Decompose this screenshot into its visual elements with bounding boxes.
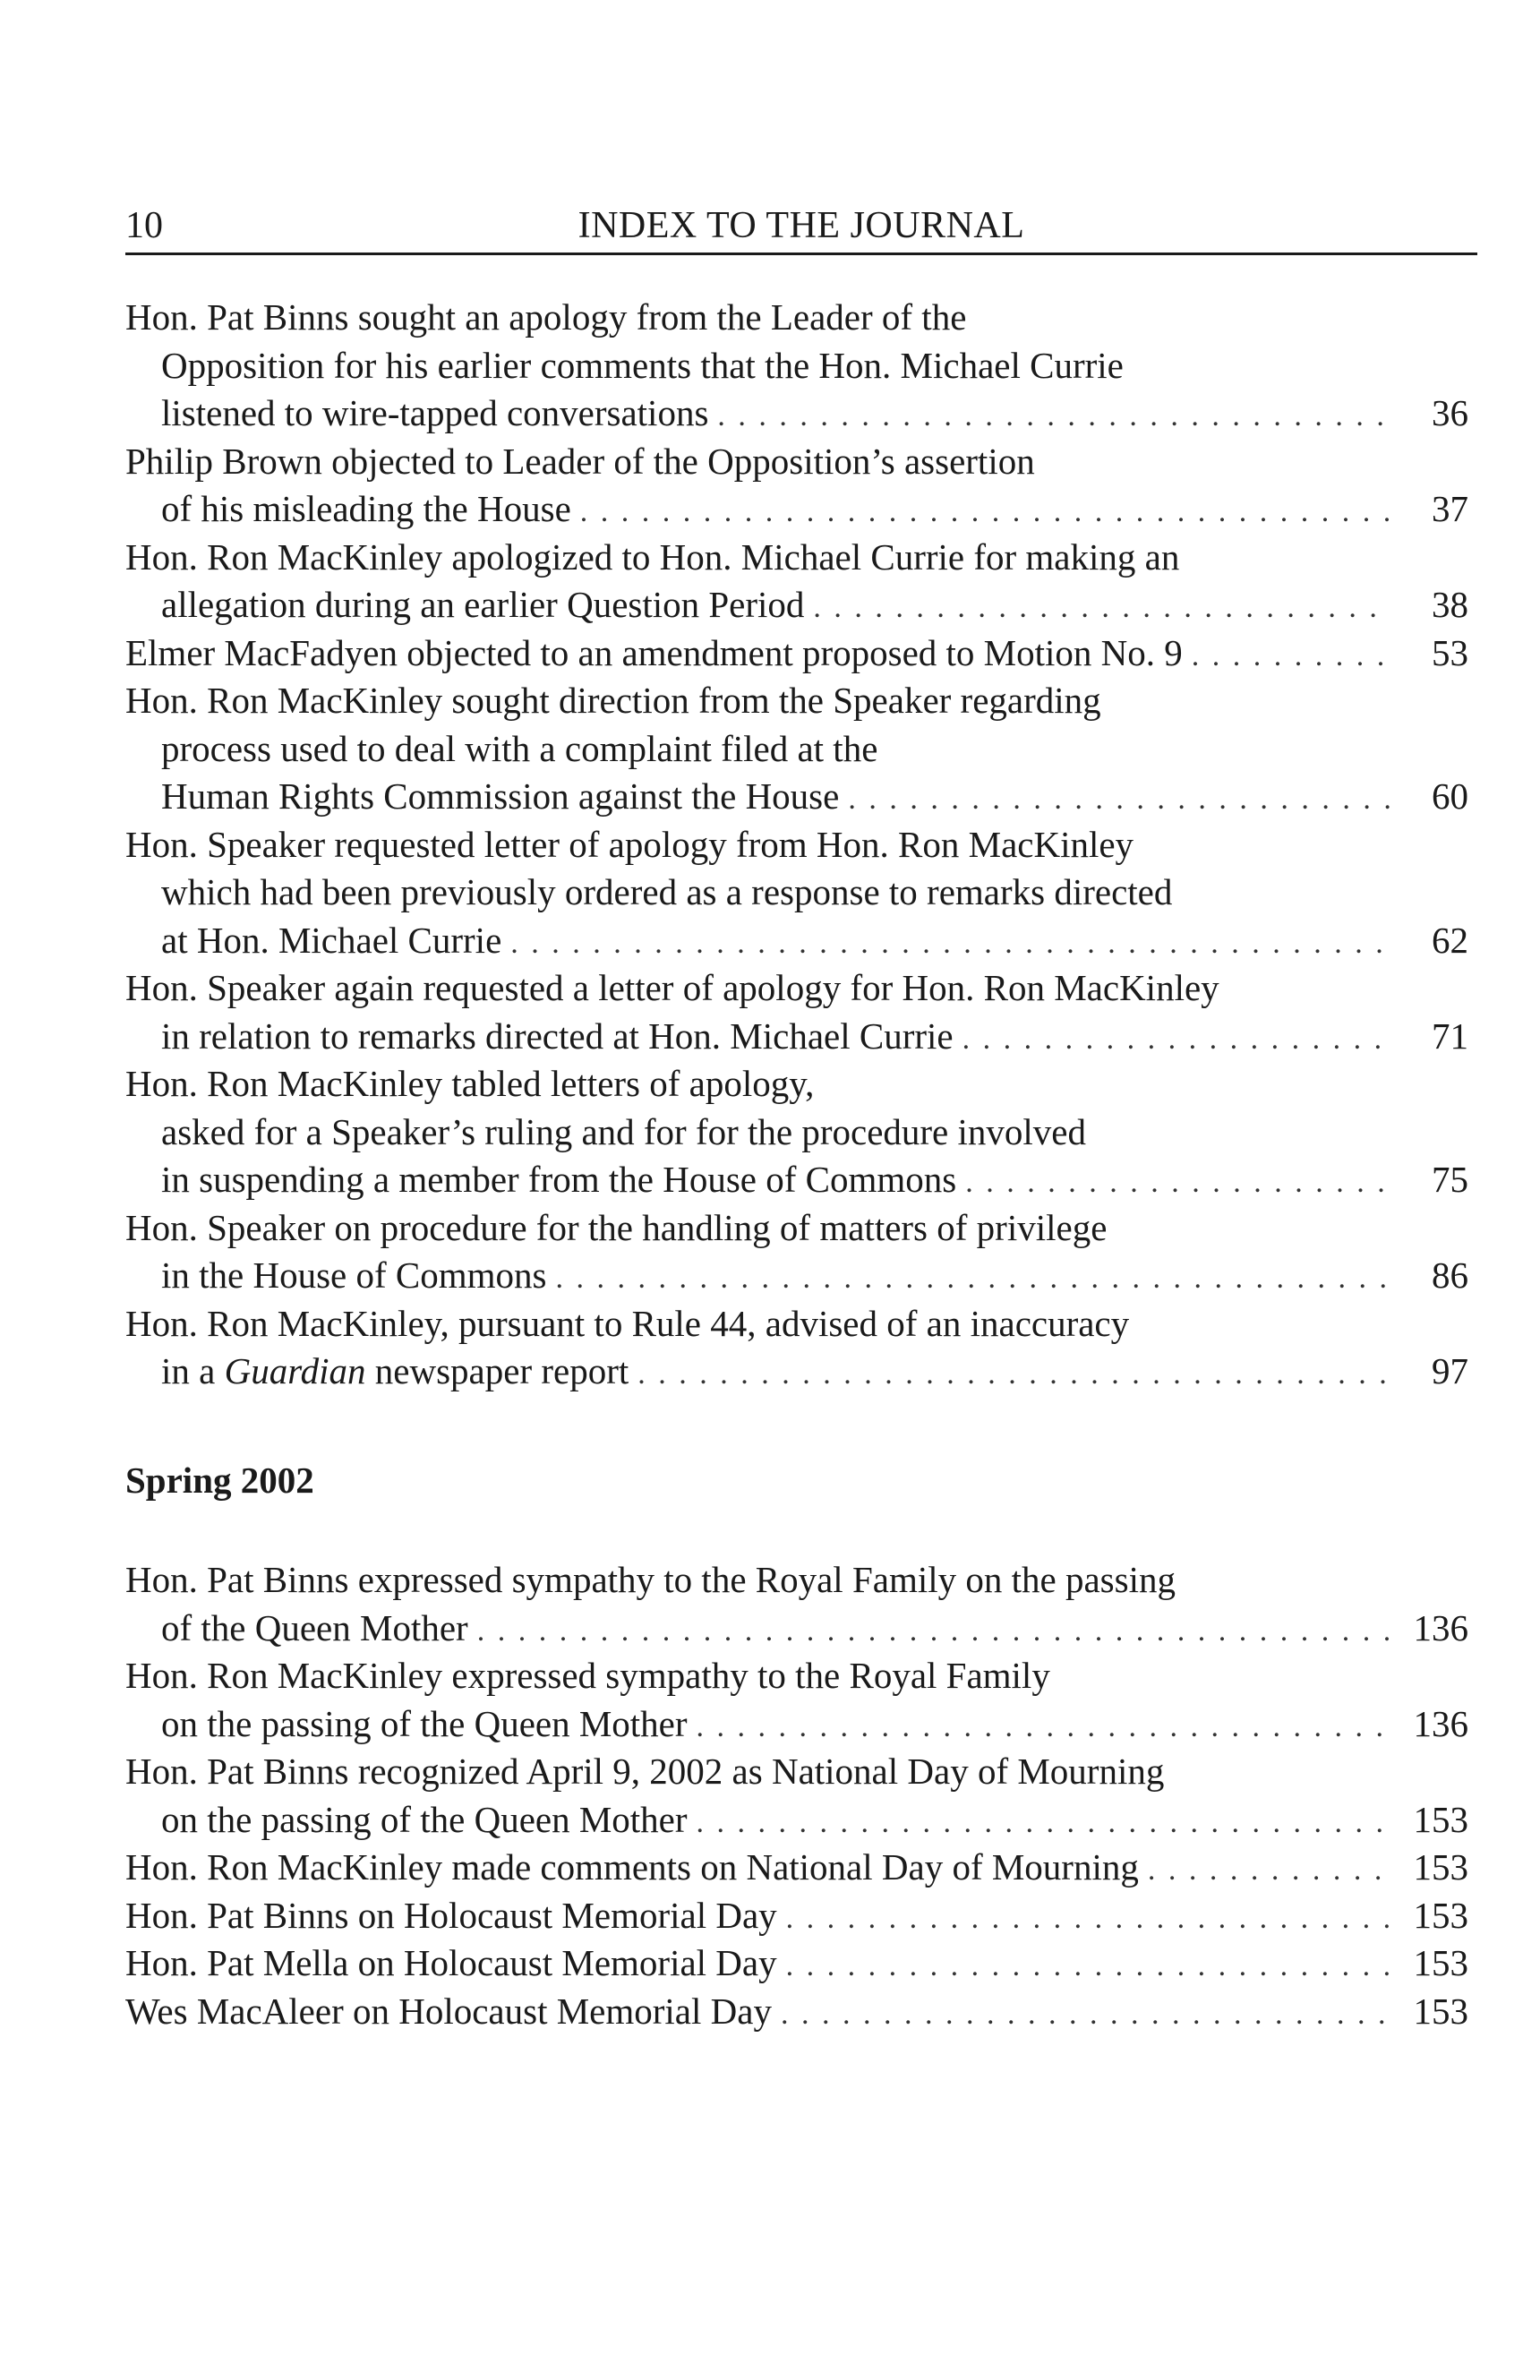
index-entry <box>125 1204 1468 1300</box>
page-reference[interactable]: 36 <box>1432 392 1468 433</box>
entry-text-line: Hon. Speaker requested letter of apology from Hon. Ron MacKinley <box>125 823 1134 865</box>
index-entry <box>125 1556 1468 1652</box>
entry-text-line: asked for a Speaker’s ruling and for for the procedure involved <box>161 1110 1086 1152</box>
entry-text-line: Hon. Pat Binns expressed sympathy to the Royal Family on the passing <box>125 1559 1176 1600</box>
entry-text-line: Hon. Speaker again requested a letter of apology for Hon. Ron MacKinley <box>125 967 1219 1008</box>
entry-text-line: Hon. Pat Binns recognized April 9, 2002 as National Day of Mourning <box>125 1751 1165 1792</box>
index-entry <box>125 1060 1468 1204</box>
entry-text-line: Hon. Ron MacKinley expressed sympathy to the Royal Family <box>125 1655 1050 1696</box>
dot-leader <box>781 1988 1390 2039</box>
entry-text-line: of the Queen Mother <box>161 1606 468 1648</box>
entry-text-line: Hon. Ron MacKinley sought direction from the Speaker regarding <box>125 680 1101 721</box>
dot-leader <box>813 581 1390 632</box>
entry-text-line: at Hon. Michael Currie <box>161 919 502 961</box>
index-entry <box>125 294 1468 438</box>
page-reference[interactable]: 97 <box>1432 1350 1468 1391</box>
header-rule <box>125 253 1477 255</box>
page-reference[interactable]: 71 <box>1432 1014 1468 1057</box>
entry-text-line: Wes MacAleer on Holocaust Memorial Day <box>125 1990 772 2032</box>
page-reference[interactable]: 53 <box>1432 631 1468 673</box>
index-entry <box>125 438 1468 534</box>
entry-text-line: on the passing of the Queen Mother <box>161 1702 688 1744</box>
page-reference[interactable]: 75 <box>1432 1159 1468 1200</box>
page-reference[interactable]: 38 <box>1432 584 1468 625</box>
page-reference[interactable]: 60 <box>1432 775 1468 817</box>
entry-text-line <box>161 1348 629 1396</box>
dot-leader <box>697 1796 1390 1847</box>
index-entry <box>125 1652 1468 1748</box>
index-section-2 <box>125 1556 1468 2035</box>
running-head: INDEX TO THE JOURNAL <box>578 205 1025 246</box>
entry-text-line: listened to wire-tapped conversations <box>161 392 709 433</box>
index-entry <box>125 1892 1468 1940</box>
entry-text-line: in relation to remarks directed at Hon. Michael Currie <box>161 1014 954 1057</box>
dot-leader <box>786 1939 1390 1990</box>
entry-text-line: Opposition for his earlier comments that the Hon. Michael Currie <box>161 344 1124 386</box>
entry-text-line: on the passing of the Queen Mother <box>161 1798 688 1840</box>
index-entry <box>125 534 1468 629</box>
index-entry <box>125 821 1468 965</box>
section-heading: Spring 2002 <box>125 1460 314 1501</box>
entry-text-line: process used to deal with a complaint filed at the <box>161 727 878 769</box>
entry-text-line: allegation during an earlier Question Period <box>161 584 805 625</box>
page-header <box>125 199 1477 253</box>
page-reference[interactable]: 37 <box>1432 488 1468 529</box>
page-reference[interactable]: 153 <box>1413 1798 1468 1840</box>
dot-leader <box>477 1605 1390 1656</box>
entry-text-line: Elmer MacFadyen objected to an amendment proposed to Motion No. 9 <box>125 631 1183 673</box>
entry-text-line: Hon. Ron MacKinley apologized to Hon. Michael Currie for making an <box>125 535 1180 578</box>
page-reference[interactable]: 62 <box>1432 919 1468 961</box>
entry-text-line: Hon. Ron MacKinley, pursuant to Rule 44, advised of an inaccuracy <box>125 1302 1130 1344</box>
index-entry <box>125 1939 1468 1988</box>
dot-leader <box>580 485 1390 536</box>
entry-text-line: Hon. Pat Binns sought an apology from the Leader of the <box>125 296 967 338</box>
index-entry <box>125 1844 1468 1892</box>
dot-leader <box>555 1252 1390 1303</box>
dot-leader <box>697 1700 1390 1751</box>
dot-leader <box>965 1156 1390 1207</box>
dot-leader <box>637 1348 1390 1399</box>
index-entry <box>125 1988 1468 2036</box>
entry-text-line: Hon. Speaker on procedure for the handling of matters of privilege <box>125 1206 1108 1248</box>
entry-text-line: Hon. Pat Mella on Holocaust Memorial Day <box>125 1942 777 1983</box>
entry-text-line: Hon. Pat Binns on Holocaust Memorial Day <box>125 1894 777 1936</box>
index-entry <box>125 1300 1468 1396</box>
dot-leader <box>717 390 1390 441</box>
entry-text-line: of his misleading the House <box>161 488 571 529</box>
index-entry <box>125 964 1468 1060</box>
entry-text-segment: newspaper report <box>365 1350 629 1391</box>
entry-text-line: in the House of Commons <box>161 1254 547 1296</box>
entry-text-line: in suspending a member from the House of Commons <box>161 1159 957 1200</box>
page-reference[interactable]: 86 <box>1432 1254 1468 1296</box>
page-reference[interactable]: 153 <box>1413 1846 1468 1888</box>
dot-leader <box>1148 1844 1390 1895</box>
page-reference[interactable]: 153 <box>1413 1990 1468 2032</box>
page-number: 10 <box>125 205 163 246</box>
entry-text-segment: in a <box>161 1350 225 1391</box>
newspaper-title: Guardian <box>224 1350 366 1391</box>
dot-leader <box>786 1892 1390 1943</box>
entry-text-line: Hon. Ron MacKinley made comments on National Day of Mourning <box>125 1846 1139 1888</box>
entry-text-line: Human Rights Commission against the House <box>161 775 840 817</box>
dot-leader <box>510 917 1390 968</box>
page-reference[interactable]: 136 <box>1413 1702 1468 1744</box>
index-entry <box>125 1748 1468 1844</box>
page-reference[interactable]: 136 <box>1413 1606 1468 1648</box>
dot-leader <box>1192 629 1390 681</box>
index-section-1 <box>125 294 1468 1396</box>
dot-leader <box>848 773 1390 824</box>
index-entry <box>125 677 1468 821</box>
dot-leader <box>962 1013 1390 1064</box>
page-reference[interactable]: 153 <box>1413 1894 1468 1936</box>
entry-text-line: Philip Brown objected to Leader of the Opposition’s assertion <box>125 440 1035 482</box>
entry-text-line: Hon. Ron MacKinley tabled letters of apology, <box>125 1063 815 1104</box>
entry-text-line: which had been previously ordered as a response to remarks directed <box>161 871 1173 912</box>
page-reference[interactable]: 153 <box>1413 1942 1468 1983</box>
index-entry <box>125 629 1468 678</box>
